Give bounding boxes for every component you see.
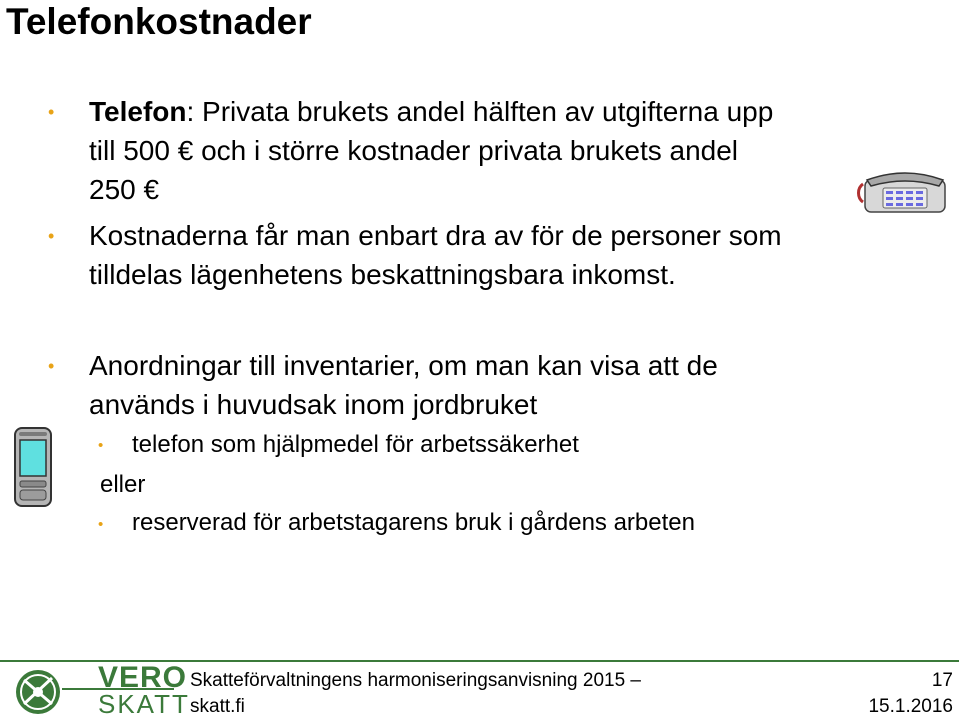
sub-bullet-marker: • xyxy=(98,516,104,533)
logo-text-bottom: SKATT xyxy=(98,689,190,719)
sub-bullet-1: telefon som hjälpmedel för arbetssäkerhet xyxy=(132,431,579,458)
bullet-2-line-2: tilldelas lägenhetens beskattningsbara inkomst. xyxy=(89,259,676,290)
telephone-icon xyxy=(855,168,949,216)
bullet-2-line-1: Kostnaderna får man enbart dra av för de personer som xyxy=(89,220,782,251)
bullet-marker: • xyxy=(48,102,55,122)
connector-text: eller xyxy=(100,471,146,498)
page-number: 17 xyxy=(931,670,953,691)
bullet-1-line-2: till 500 € och i större kostnader privata brukets andel xyxy=(89,135,739,166)
slide-title: Telefonkostnader xyxy=(6,1,312,42)
sub-bullet-2: reserverad för arbetstagarens bruk i gårdens arbeten xyxy=(132,509,695,536)
logo-text-top: VERO xyxy=(98,661,188,694)
bullet-1-rest: : Privata brukets andel hälften av utgifterna upp xyxy=(186,96,774,127)
bullet-marker: • xyxy=(48,226,55,246)
bullet-1-line-1 xyxy=(89,93,773,131)
bullet-1-line-3: 250 € xyxy=(89,174,160,205)
bullet-1-bold-prefix: Telefon xyxy=(89,96,187,127)
mobile-phone-icon xyxy=(12,426,54,508)
footer-description: Skatteförvaltningens harmoniseringsanvisning 2015 – xyxy=(190,670,641,691)
sub-bullet-marker: • xyxy=(98,437,104,454)
footer-date: 15.1.2016 xyxy=(868,696,953,717)
bullet-3-line-2: används i huvudsak inom jordbruket xyxy=(89,389,538,420)
footer-website[interactable]: skatt.fi xyxy=(190,696,245,717)
bullet-3-line-1: Anordningar till inventarier, om man kan visa att de xyxy=(89,350,718,381)
bullet-marker: • xyxy=(48,356,55,376)
